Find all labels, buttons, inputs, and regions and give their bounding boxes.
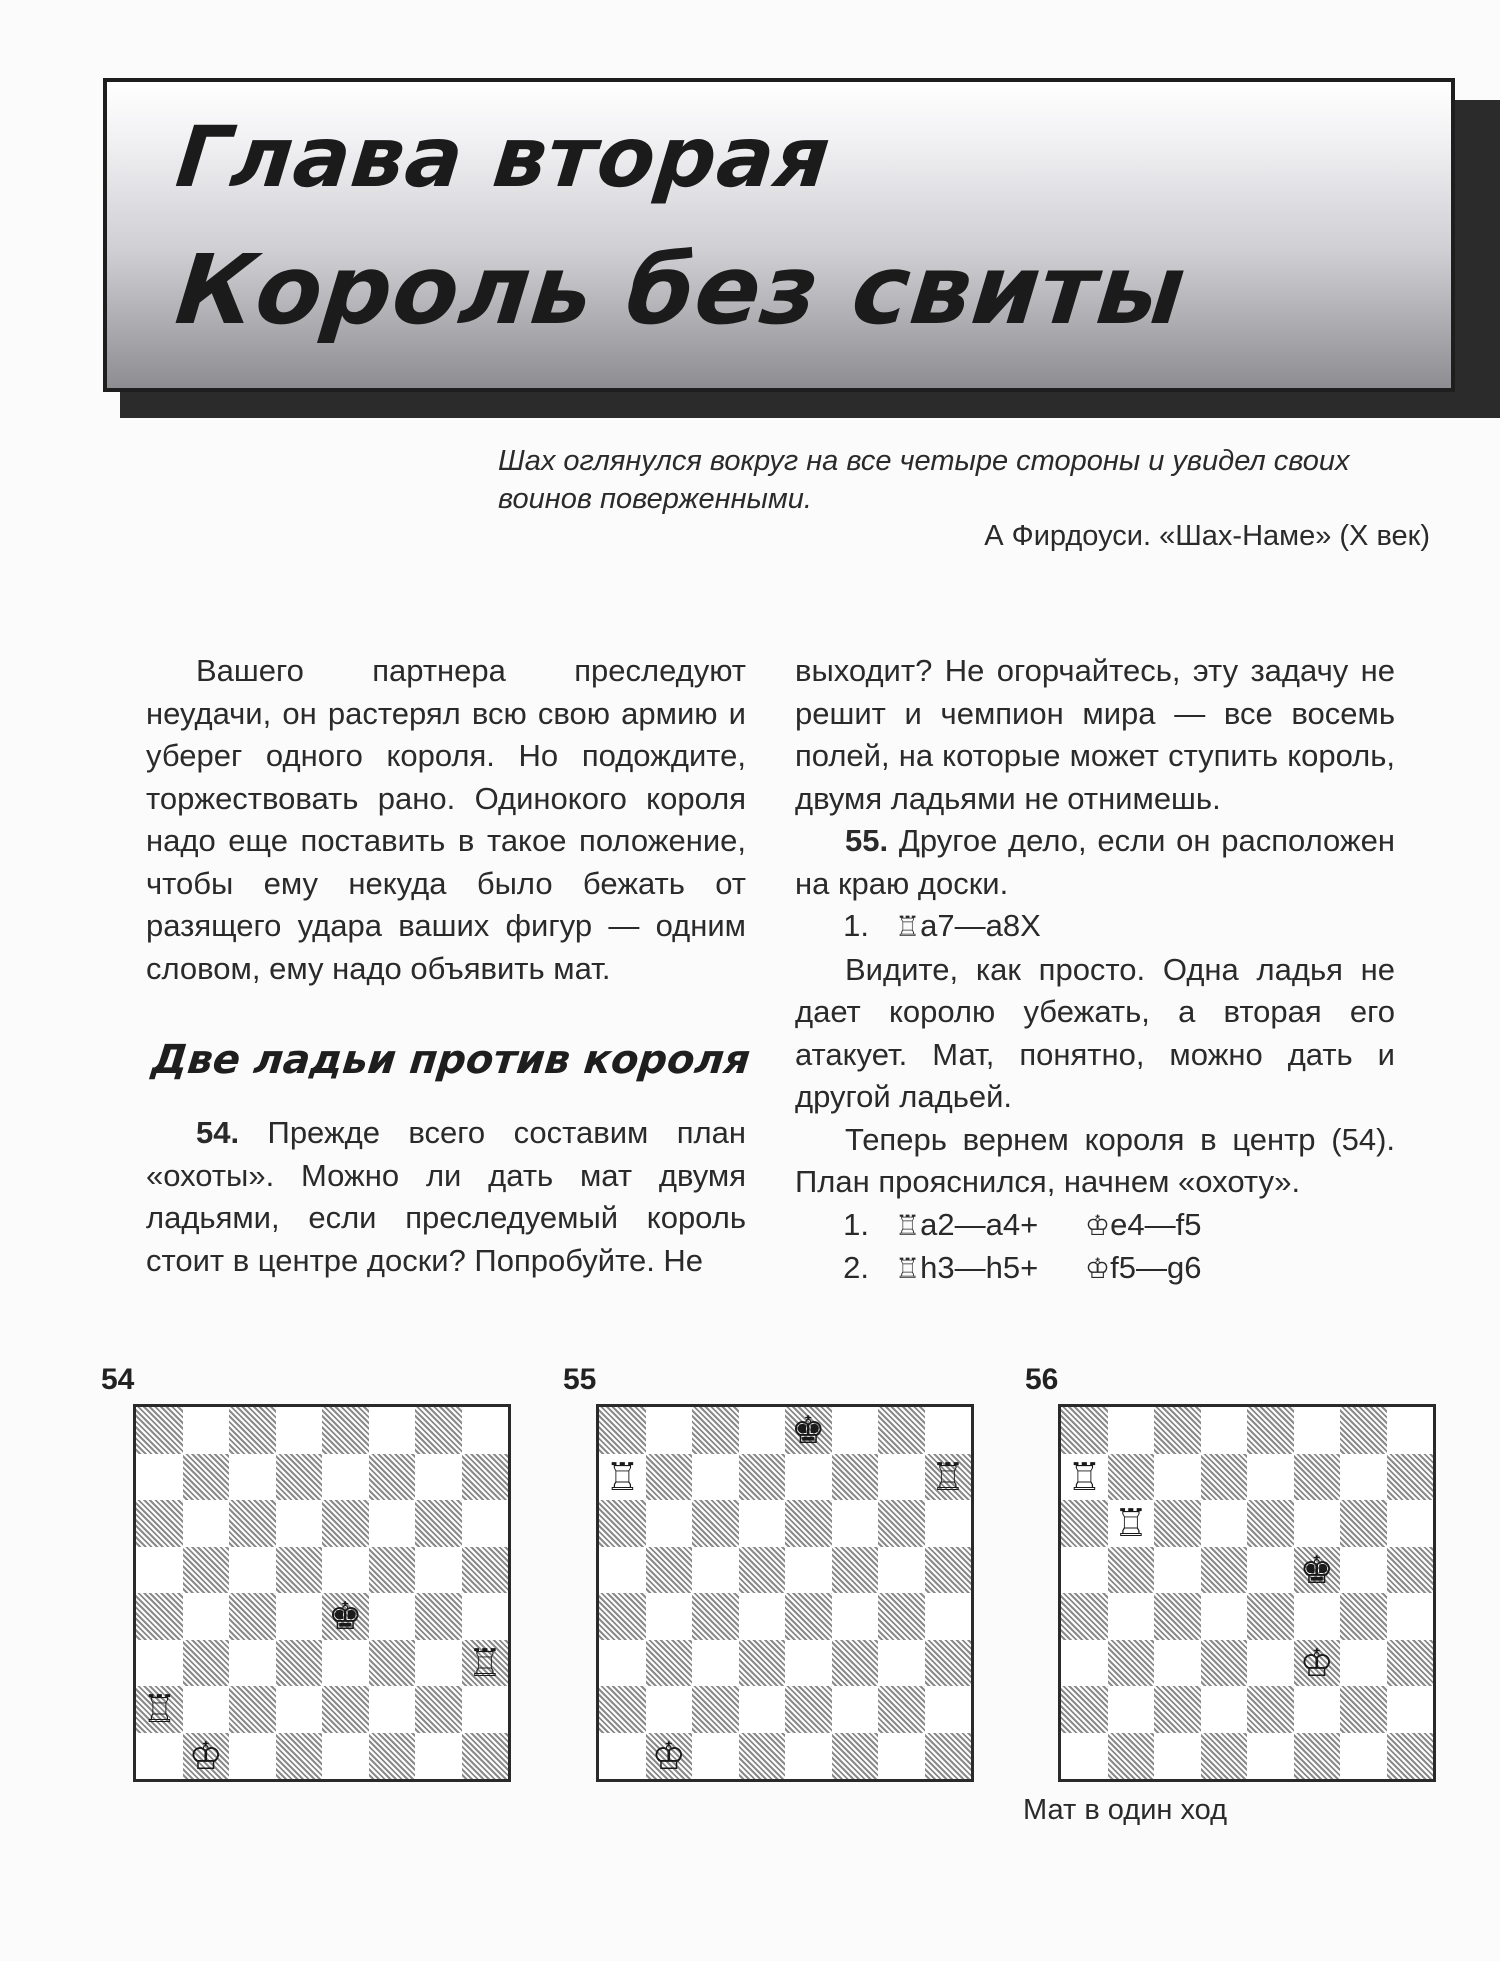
white-rook-icon: ♖	[605, 1454, 640, 1499]
board-square	[276, 1454, 323, 1501]
board-square	[462, 1593, 509, 1640]
board-square	[276, 1547, 323, 1594]
board-square	[646, 1407, 693, 1454]
board-square	[599, 1547, 646, 1594]
board-square	[1201, 1640, 1248, 1687]
board-square	[925, 1500, 972, 1547]
white-rook-icon: ♖	[930, 1454, 965, 1499]
paragraph-continued: выходит? Не огорчайтесь, эту задачу не решит и чемпион мира — все восемь полей, на которые может ступить король, двумя ладьями не отнимешь.	[795, 653, 1395, 816]
board-square	[1154, 1407, 1201, 1454]
board-square	[1387, 1547, 1434, 1594]
board-square	[832, 1547, 879, 1594]
board-square	[1387, 1593, 1434, 1640]
board-square	[1108, 1454, 1155, 1501]
move-black	[1085, 1204, 1285, 1248]
board-square	[183, 1733, 230, 1780]
board-square	[692, 1454, 739, 1501]
board-square	[1340, 1733, 1387, 1780]
board-square	[646, 1733, 693, 1780]
board-square	[1294, 1500, 1341, 1547]
board-square	[785, 1500, 832, 1547]
king-icon: ♔	[1085, 1252, 1111, 1285]
board-square	[1387, 1454, 1434, 1501]
board-square	[415, 1686, 462, 1733]
board-square	[229, 1686, 276, 1733]
board-square	[692, 1640, 739, 1687]
board-square	[322, 1733, 369, 1780]
paragraph-54-text: Прежде всего составим план «охоты». Можно ли дать мат двумя ладьями, если преследуемый король стоит в центре доски? Попробуйте. Не	[146, 1115, 746, 1278]
board-square	[369, 1733, 416, 1780]
chapter-title: Король без свиты	[171, 234, 1192, 346]
white-king-icon: ♔	[188, 1733, 223, 1778]
epigraph-text: Шах оглянулся вокруг на все четыре стороны и увидел своих воинов поверженными.	[498, 445, 1350, 515]
board-square	[229, 1407, 276, 1454]
paragraph-center: Теперь вернем короля в центр (54). План прояснился, начнем «охоту».	[795, 1121, 1395, 1199]
move-white-text: a2—a4+	[920, 1206, 1039, 1242]
board-square	[229, 1640, 276, 1687]
board-square	[832, 1686, 879, 1733]
board-square	[1340, 1640, 1387, 1687]
paragraph-54-number: 54.	[196, 1115, 240, 1150]
board-square	[1108, 1593, 1155, 1640]
diagram-label-55: 55	[563, 1363, 597, 1396]
board-square	[1340, 1407, 1387, 1454]
board-square	[739, 1500, 786, 1547]
board-square	[1247, 1547, 1294, 1594]
board-square	[785, 1686, 832, 1733]
board-square	[1061, 1454, 1108, 1501]
board-square	[739, 1407, 786, 1454]
board-square	[1201, 1407, 1248, 1454]
board-square	[1154, 1500, 1201, 1547]
board-square	[646, 1640, 693, 1687]
board-square	[1387, 1686, 1434, 1733]
move-white-text: h3—h5+	[920, 1250, 1039, 1285]
board-square	[1294, 1686, 1341, 1733]
board-square	[878, 1407, 925, 1454]
board-square	[415, 1500, 462, 1547]
board-square	[878, 1640, 925, 1687]
board-square	[1387, 1500, 1434, 1547]
board-square	[415, 1454, 462, 1501]
chapter-number: Глава вторая	[171, 108, 836, 206]
board-square	[599, 1733, 646, 1780]
move-white	[895, 905, 1085, 949]
board-square	[1154, 1640, 1201, 1687]
board-square	[832, 1454, 879, 1501]
board-square	[136, 1547, 183, 1594]
board-square	[1294, 1640, 1341, 1687]
board-square	[322, 1500, 369, 1547]
board-square	[136, 1593, 183, 1640]
board-square	[1247, 1454, 1294, 1501]
board-square	[183, 1593, 230, 1640]
board-square	[136, 1407, 183, 1454]
board-square	[1247, 1593, 1294, 1640]
board-square	[369, 1686, 416, 1733]
black-king-icon: ♚	[791, 1408, 826, 1453]
board-square	[646, 1686, 693, 1733]
chessboard-56	[1058, 1404, 1436, 1782]
board-square	[785, 1547, 832, 1594]
board-square	[739, 1733, 786, 1780]
board-square	[832, 1407, 879, 1454]
board-square	[1340, 1454, 1387, 1501]
board-square	[1201, 1593, 1248, 1640]
move-white	[895, 1247, 1085, 1291]
board-square	[462, 1686, 509, 1733]
board-square	[229, 1547, 276, 1594]
board-square	[1154, 1547, 1201, 1594]
board-square	[183, 1407, 230, 1454]
board-square	[369, 1640, 416, 1687]
board-square	[785, 1733, 832, 1780]
board-square	[462, 1407, 509, 1454]
board-square	[183, 1640, 230, 1687]
board-square	[229, 1500, 276, 1547]
board-square	[878, 1454, 925, 1501]
board-square	[1154, 1733, 1201, 1780]
board-square	[462, 1640, 509, 1687]
board-square	[1108, 1686, 1155, 1733]
board-square	[878, 1500, 925, 1547]
board-square	[739, 1686, 786, 1733]
board-square	[1108, 1407, 1155, 1454]
board-square	[1247, 1500, 1294, 1547]
board-square	[925, 1733, 972, 1780]
board-square	[183, 1454, 230, 1501]
board-square	[1340, 1593, 1387, 1640]
board-square	[878, 1733, 925, 1780]
board-square	[1108, 1547, 1155, 1594]
board-square	[1294, 1407, 1341, 1454]
board-square	[739, 1547, 786, 1594]
board-square	[1247, 1407, 1294, 1454]
board-square	[925, 1640, 972, 1687]
board-square	[1154, 1593, 1201, 1640]
board-square	[739, 1454, 786, 1501]
board-square	[276, 1500, 323, 1547]
board-square	[322, 1686, 369, 1733]
board-square	[369, 1407, 416, 1454]
board-square	[1154, 1686, 1201, 1733]
board-square	[322, 1593, 369, 1640]
board-square	[1108, 1733, 1155, 1780]
white-king-icon: ♔	[1299, 1640, 1334, 1685]
board-square	[229, 1733, 276, 1780]
board-square	[369, 1593, 416, 1640]
board-square	[415, 1593, 462, 1640]
board-square	[229, 1593, 276, 1640]
board-square	[1061, 1547, 1108, 1594]
board-square	[599, 1686, 646, 1733]
board-square	[462, 1733, 509, 1780]
board-square	[925, 1686, 972, 1733]
board-square	[136, 1454, 183, 1501]
move-number: 2.	[843, 1250, 869, 1285]
board-square	[369, 1454, 416, 1501]
move-number: 1.	[843, 908, 869, 943]
chapter-banner	[103, 78, 1455, 392]
board-square	[1108, 1500, 1155, 1547]
intro-paragraph: Вашего партнера преследуют неудачи, он растерял всю свою армию и уберег одного короля. Но подождите, торжествовать рано. Одинокого короля надо еще поставить в такое положение, чтобы ему некуда было бежать от разящего удара ваших фигур — одним словом, ему надо объявить мат.	[146, 653, 746, 986]
board-square	[785, 1640, 832, 1687]
board-square	[692, 1686, 739, 1733]
board-square	[1201, 1454, 1248, 1501]
board-square	[878, 1593, 925, 1640]
board-square	[1340, 1547, 1387, 1594]
board-square	[692, 1547, 739, 1594]
board-square	[1294, 1454, 1341, 1501]
board-square	[415, 1640, 462, 1687]
board-square	[785, 1407, 832, 1454]
white-rook-icon: ♖	[1067, 1454, 1102, 1499]
board-square	[1061, 1733, 1108, 1780]
board-square	[1201, 1500, 1248, 1547]
board-square	[276, 1686, 323, 1733]
board-square	[925, 1454, 972, 1501]
paragraph-after: Видите, как просто. Одна ладья не дает королю убежать, а вторая его атакует. Мат, понятно, можно дать и другой ладьей.	[795, 951, 1395, 1114]
board-square	[1108, 1640, 1155, 1687]
rook-icon: ♖	[895, 910, 921, 943]
board-square	[462, 1500, 509, 1547]
board-square	[692, 1407, 739, 1454]
black-king-icon: ♚	[1299, 1547, 1334, 1592]
board-square	[322, 1640, 369, 1687]
board-square	[462, 1547, 509, 1594]
board-square	[785, 1593, 832, 1640]
move-black-text: e4—f5	[1110, 1206, 1202, 1242]
board-square	[276, 1640, 323, 1687]
board-square	[925, 1593, 972, 1640]
board-square	[369, 1500, 416, 1547]
move-black-text: f5—g6	[1110, 1250, 1202, 1285]
board-square	[1154, 1454, 1201, 1501]
board-square	[415, 1407, 462, 1454]
left-column	[146, 650, 753, 1282]
paragraph-54	[146, 1112, 746, 1282]
board-square	[1201, 1547, 1248, 1594]
board-square	[1387, 1640, 1434, 1687]
board-square	[1247, 1733, 1294, 1780]
board-square	[183, 1686, 230, 1733]
black-king-icon: ♚	[328, 1594, 363, 1639]
board-square	[136, 1640, 183, 1687]
board-square	[599, 1640, 646, 1687]
board-square	[136, 1733, 183, 1780]
board-square	[1387, 1733, 1434, 1780]
board-square	[599, 1593, 646, 1640]
white-rook-icon: ♖	[467, 1640, 502, 1685]
board-square	[925, 1407, 972, 1454]
board-square	[322, 1454, 369, 1501]
board-square	[1061, 1640, 1108, 1687]
board-square	[1061, 1593, 1108, 1640]
board-square	[1247, 1640, 1294, 1687]
board-square	[832, 1593, 879, 1640]
board-square	[136, 1686, 183, 1733]
board-square	[229, 1454, 276, 1501]
board-square	[646, 1500, 693, 1547]
board-square	[322, 1547, 369, 1594]
move-row	[795, 1247, 1395, 1291]
board-square	[599, 1454, 646, 1501]
board-square	[878, 1686, 925, 1733]
move-white	[895, 1204, 1085, 1248]
board-square	[183, 1500, 230, 1547]
board-square	[599, 1500, 646, 1547]
chessboard-54	[133, 1404, 511, 1782]
board-square	[599, 1407, 646, 1454]
board-square	[415, 1547, 462, 1594]
board-square	[1201, 1733, 1248, 1780]
board-square	[739, 1640, 786, 1687]
section-title: Две ладьи против короля	[149, 1037, 753, 1083]
board-square	[462, 1454, 509, 1501]
white-king-icon: ♔	[651, 1733, 686, 1778]
diagram-label-54: 54	[101, 1363, 135, 1396]
board-square	[1201, 1686, 1248, 1733]
board-square	[415, 1733, 462, 1780]
board-square	[832, 1640, 879, 1687]
board-square	[369, 1547, 416, 1594]
board-square	[646, 1547, 693, 1594]
board-square	[276, 1593, 323, 1640]
white-rook-icon: ♖	[142, 1687, 177, 1732]
board-square	[1061, 1407, 1108, 1454]
move-row	[795, 1204, 1395, 1248]
diagram-caption: Мат в один ход	[1023, 1794, 1228, 1826]
rook-icon: ♖	[895, 1252, 921, 1285]
board-square	[646, 1593, 693, 1640]
board-square	[1340, 1686, 1387, 1733]
board-square	[276, 1407, 323, 1454]
board-square	[276, 1733, 323, 1780]
paragraph-55	[795, 820, 1395, 905]
move-black	[1085, 1247, 1285, 1291]
chessboard-55	[596, 1404, 974, 1782]
board-square	[1387, 1407, 1434, 1454]
board-square	[1061, 1500, 1108, 1547]
board-square	[1247, 1686, 1294, 1733]
board-square	[646, 1454, 693, 1501]
board-square	[1294, 1733, 1341, 1780]
epigraph-source: А Фирдоуси. «Шах-Наме» (X век)	[984, 520, 1430, 552]
board-square	[1294, 1547, 1341, 1594]
paragraph-55-number: 55.	[845, 823, 889, 858]
white-rook-icon: ♖	[1113, 1501, 1148, 1546]
board-square	[1061, 1686, 1108, 1733]
move-55	[795, 905, 1395, 949]
diagram-label-56: 56	[1025, 1363, 1059, 1396]
board-square	[832, 1733, 879, 1780]
board-square	[692, 1500, 739, 1547]
move-number: 1.	[843, 1206, 869, 1242]
board-square	[136, 1500, 183, 1547]
move-white-text: a7—a8X	[920, 908, 1041, 943]
board-square	[692, 1593, 739, 1640]
board-square	[692, 1733, 739, 1780]
board-square	[322, 1407, 369, 1454]
board-square	[878, 1547, 925, 1594]
board-square	[832, 1500, 879, 1547]
right-column	[795, 650, 1395, 1291]
board-square	[1340, 1500, 1387, 1547]
rook-icon: ♖	[895, 1208, 921, 1242]
board-square	[925, 1547, 972, 1594]
paragraph-55-text: Другое дело, если он расположен на краю доски.	[795, 823, 1395, 901]
board-square	[1294, 1593, 1341, 1640]
board-square	[183, 1547, 230, 1594]
board-square	[739, 1593, 786, 1640]
king-icon: ♔	[1085, 1208, 1111, 1242]
board-square	[785, 1454, 832, 1501]
